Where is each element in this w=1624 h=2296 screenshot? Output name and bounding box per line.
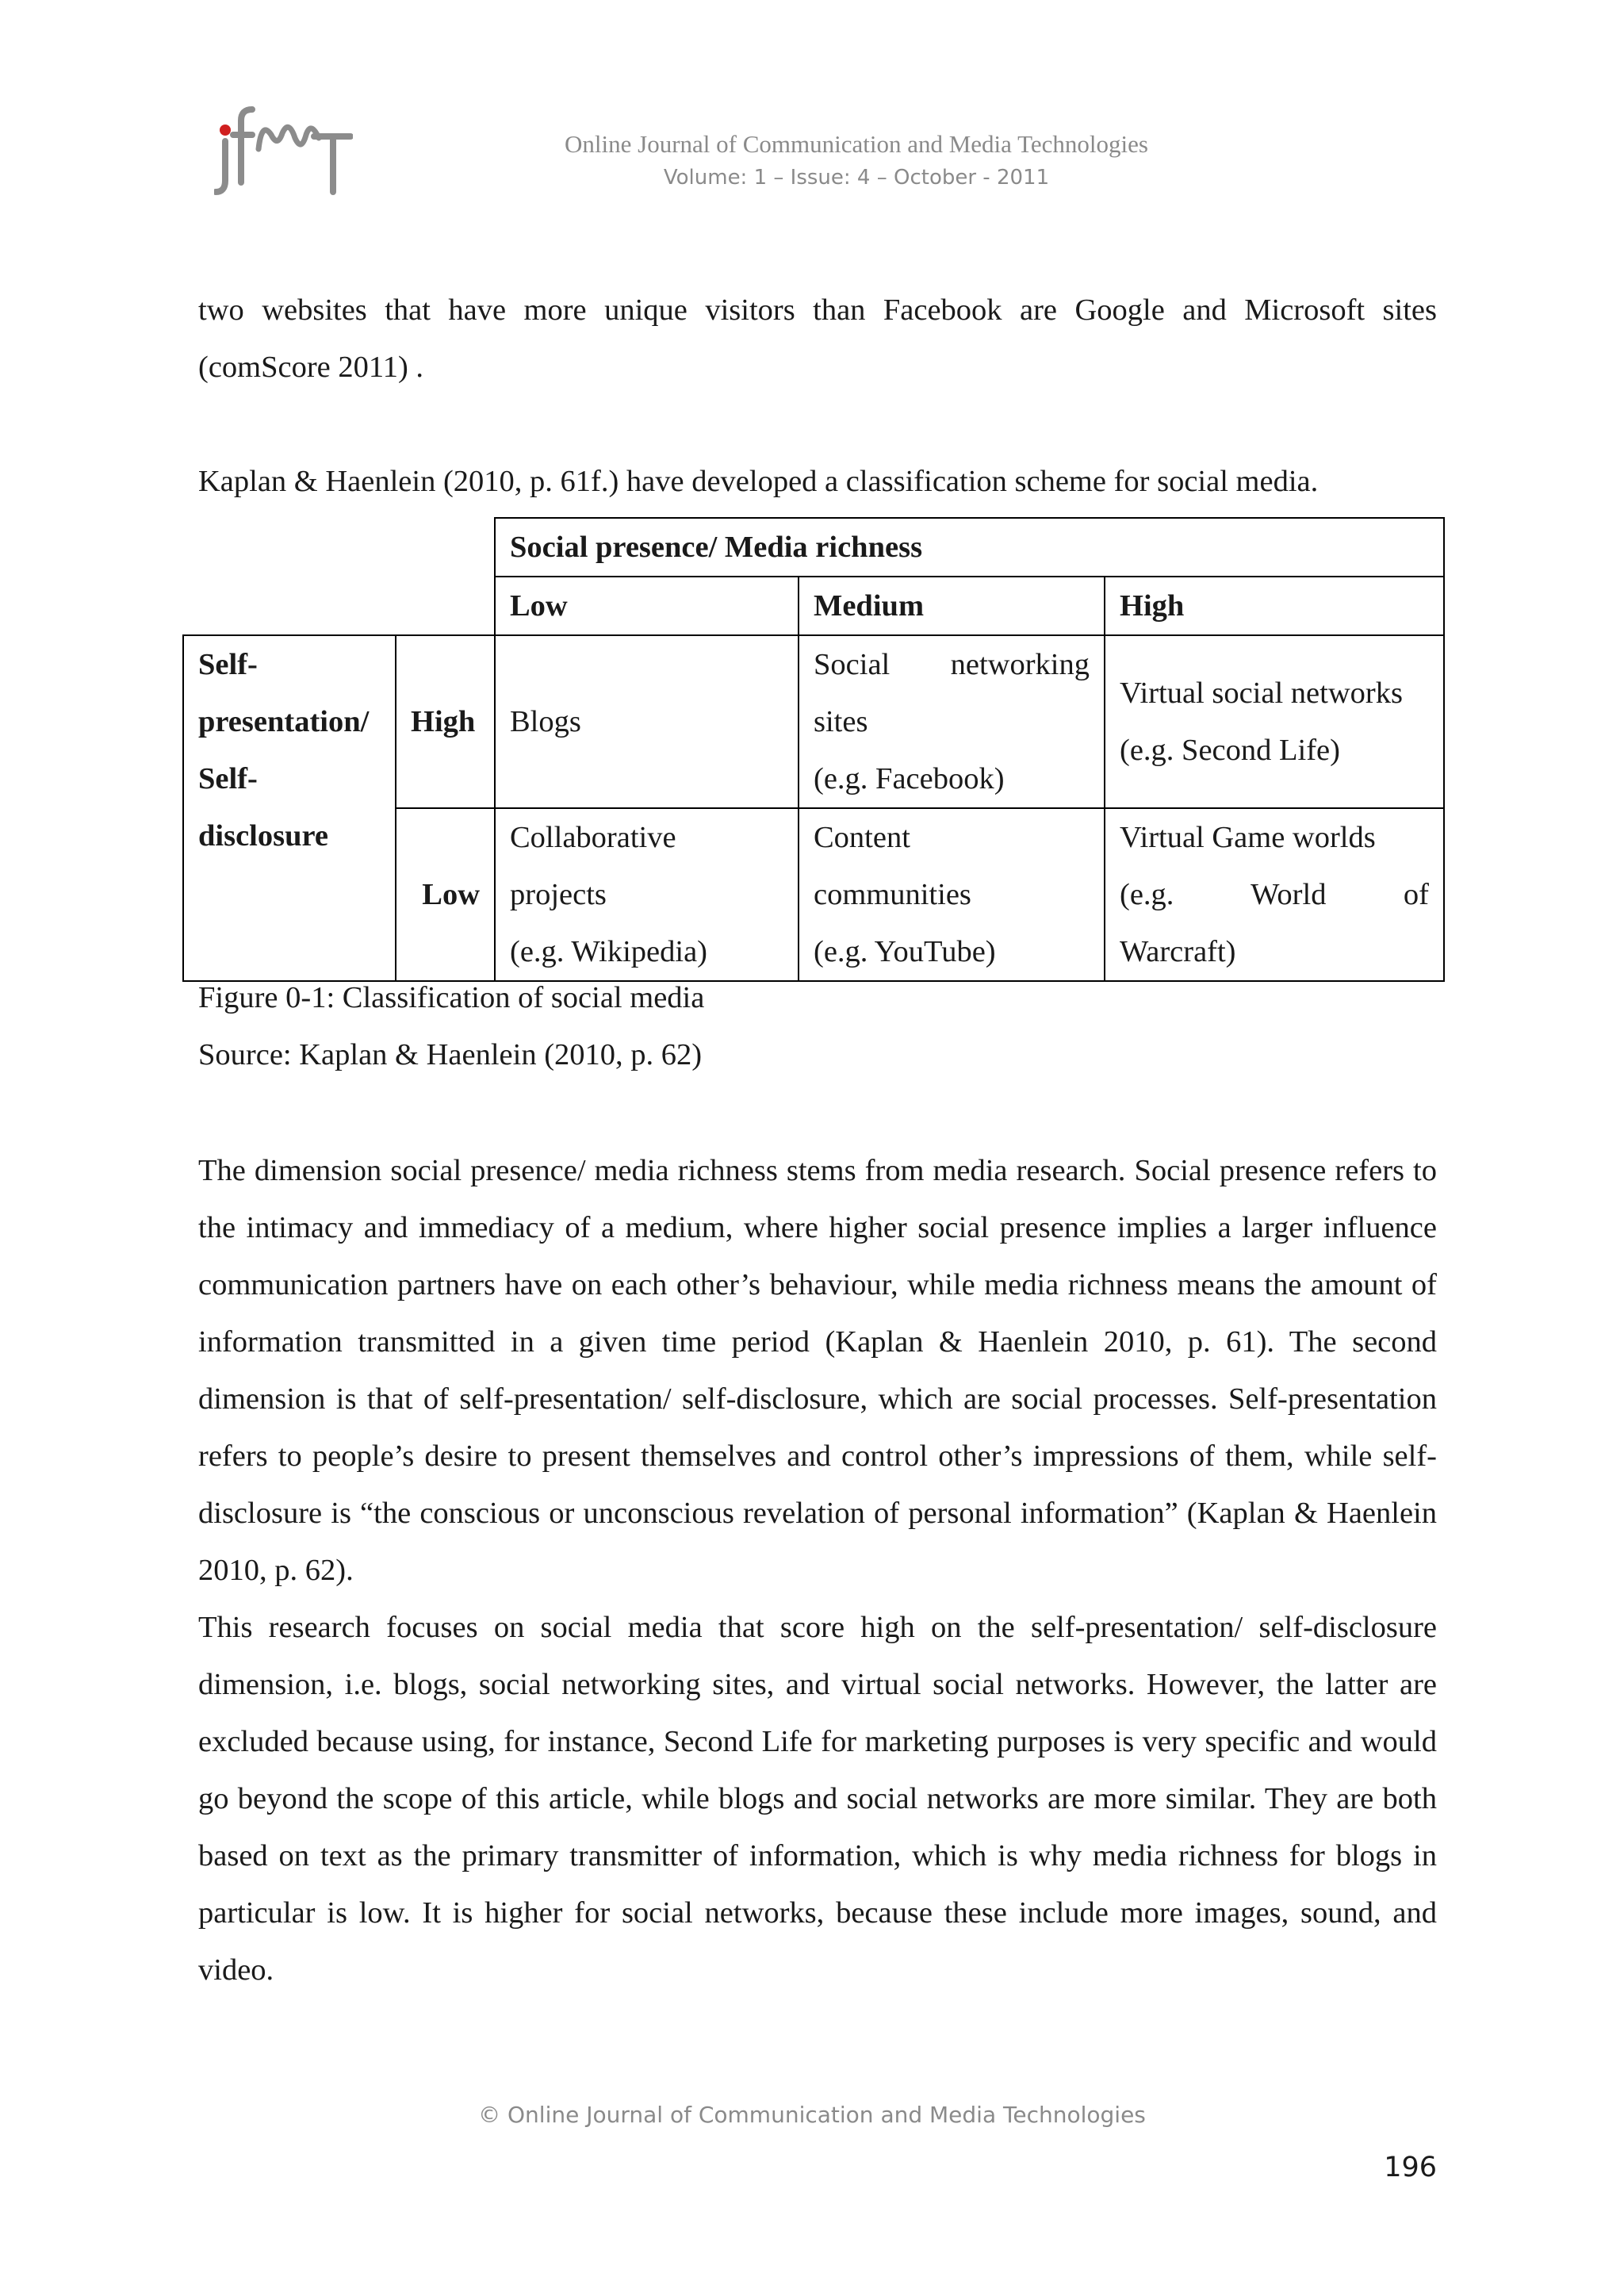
intro-text: two websites that have more unique visitors than Facebook are Google and Microsoft sites (comScore 2011) . (198, 293, 1437, 384)
col-group-header: Social presence/ Media richness (495, 518, 1444, 577)
journal-title: Online Journal of Communication and Media Technologies (565, 130, 1148, 158)
cell-high-medium: Social networking sites (e.g. Facebook) (799, 635, 1105, 808)
figure-caption: Figure 0-1: Classification of social media (198, 981, 705, 1014)
intro-paragraph (198, 282, 1437, 396)
figure-caption-block (198, 969, 704, 1083)
cell-low-high: Virtual Game worlds (e.g. World of Warcraft) (1105, 808, 1444, 981)
table-row-high (183, 635, 1444, 808)
col-header-high: High (1105, 577, 1444, 635)
volume-info: Volume: 1 – Issue: 4 – October - 2011 (663, 166, 1050, 190)
discussion-section (198, 1142, 1437, 1999)
cell-high-low: Blogs (495, 635, 799, 808)
col-header-low: Low (495, 577, 799, 635)
col-header-medium: Medium (799, 577, 1105, 635)
kaplan-paragraph (198, 453, 1437, 510)
copyright-footer: © Online Journal of Communication and Media Technologies (478, 2102, 1146, 2128)
page-number: 196 (1384, 2152, 1437, 2183)
discussion-paragraph-1: The dimension social presence/ media richness stems from media research. Social presence refers to the intimacy and immediacy of a medium, where higher social presence implies a larger influence communication partners have on each other’s behaviour, while media richness means the amount of information transmitted in a given time period (Kaplan & Haenlein 2010, p. 61). The second dimension is that of self-presentation/ self-disclosure, which are social processes. Self-presentation refers to people’s desire to present themselves and control other’s impressions of them, while self-disclosure is “the conscious or unconscious revelation of personal information” (Kaplan & Haenlein 2010, p. 62). (198, 1154, 1437, 1587)
cell-low-medium: Content communities (e.g. YouTube) (799, 808, 1105, 981)
cell-low-low: Collaborative projects (e.g. Wikipedia) (495, 808, 799, 981)
journal-logo (214, 103, 353, 198)
table-header-row-2 (183, 577, 1444, 635)
row-label-low: Low (396, 808, 495, 981)
page-header (508, 127, 1205, 194)
cell-high-high: Virtual social networks (e.g. Second Life) (1105, 635, 1444, 808)
discussion-paragraph-2: This research focuses on social media that score high on the self-presentation/ self-disclosure dimension, i.e. blogs, social networking sites, and virtual social networks. However, the latter are excluded because using, for instance, Second Life for marketing purposes is very specific and would go beyond the scope of this article, while blogs and social networks are more similar. They are both based on text as the primary transmitter of information, which is why media richness for blogs in particular is low. It is higher for social networks, because these include more images, sound, and video. (198, 1611, 1437, 1987)
kaplan-text: Kaplan & Haenlein (2010, p. 61f.) have developed a classification scheme for social media. (198, 465, 1319, 498)
classification-table (182, 517, 1445, 982)
row-group-header: Self- presentation/ Self- disclosure (183, 635, 396, 981)
row-label-high: High (396, 635, 495, 808)
figure-source: Source: Kaplan & Haenlein (2010, p. 62) (198, 1038, 703, 1071)
table-header-row-1 (183, 518, 1444, 577)
